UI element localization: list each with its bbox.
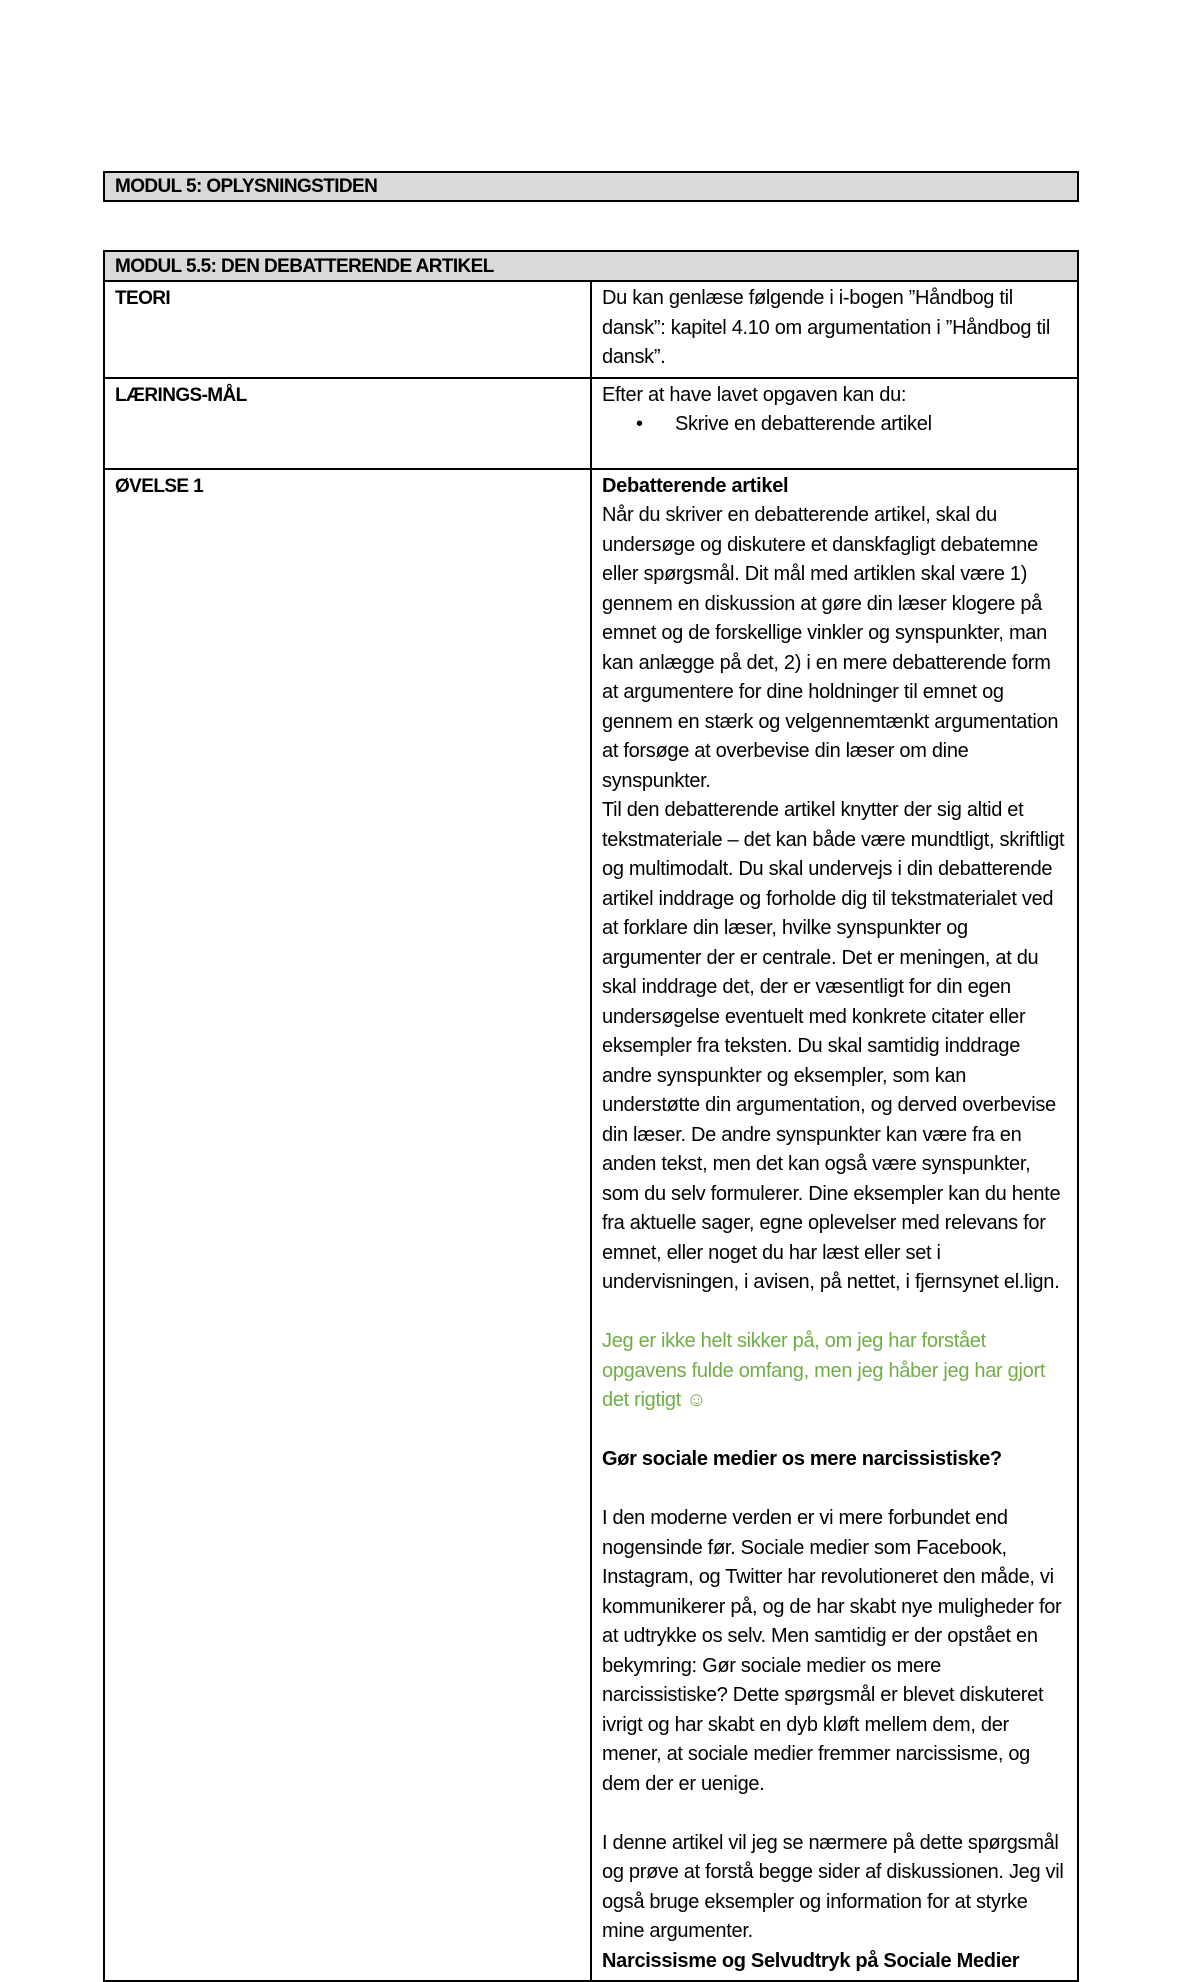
laeringsmaal-label: LÆRINGS-MÅL bbox=[104, 378, 591, 469]
article-paragraph-1: I den moderne verden er vi mere forbundet end nogensinde før. Sociale medier som Facebook, Instagram, og Twitter har revolutioneret den måde, vi kommunikerer på, og de har skabt nye muligheder for at udtrykke os selv. Men samtidig er der opstået en bekymring: Gør sociale medier os mere narcissistiske? Dette spørgsmål er blevet diskuteret ivrigt og har skabt en dyb kløft mellem dem, der mener, at sociale medier fremmer narcissisme, og dem der er uenige. bbox=[602, 1507, 1062, 1795]
ovelse-paragraph-2: Til den debatterende artikel knytter der sig altid et tekstmateriale – det kan både være mundtligt, skriftligt og multimodalt. Du skal undervejs i din debatterende artikel inddrage og forholde dig til tekstmaterialet ved at forklare din læser, hvilke synspunkter og argumenter der er centrale. Det er meningen, at du skal inddrage det, der er væsentligt for din egen undersøgelse eventuelt med konkrete citater eller eksempler fra teksten. Du skal samtidig inddrage andre synspunkter og eksempler, som kan understøtte din argumentation, og derved overbevise din læser. De andre synspunkter kan være fra en anden tekst, men det kan også være synspunkter, som du selv formulerer. Dine eksempler kan du hente fra aktuelle sager, egne oplevelser med relevans for emnet, eller noget du har læst eller set i undervisningen, i avisen, på nettet, i fjernsynet el.lign. bbox=[602, 799, 1065, 1293]
table-header-row bbox=[104, 251, 1078, 281]
laeringsmaal-bullet-item bbox=[602, 410, 1067, 440]
laeringsmaal-intro: Efter at have lavet opgaven kan du: bbox=[602, 383, 907, 406]
spacer bbox=[602, 1799, 1067, 1829]
table-row-ovelse bbox=[104, 469, 1078, 1982]
teori-label: TEORI bbox=[104, 281, 591, 378]
article-paragraph-2: I denne artikel vil jeg se nærmere på dette spørgsmål og prøve at forstå begge sider af diskussionen. Jeg vil også bruge eksempler og information for at styrke mine argumenter. bbox=[602, 1831, 1064, 1942]
module-title: MODUL 5: OPLYSNINGSTIDEN bbox=[103, 171, 1079, 202]
table-row-teori bbox=[104, 281, 1078, 378]
ovelse-heading: Debatterende artikel bbox=[602, 474, 789, 497]
spacer bbox=[602, 1416, 1067, 1446]
ovelse-paragraph-1: Når du skriver en debatterende artikel, skal du undersøge og diskutere et danskfagligt debatemne eller spørgsmål. Dit mål med artiklen skal være 1) gennem en diskussion at gøre din læser klogere på emnet og de forskellige vinkler og synspunkter, man kan anlægge på det, 2) i en mere debatterende form at argumentere for dine holdninger til emnet og gennem en stærk og velgennemtænkt argumentation at forsøge at overbevise din læser om dine synspunkter. bbox=[602, 504, 1059, 792]
article-title: Gør sociale medier os mere narcissistiske? bbox=[602, 1448, 1002, 1470]
bullet-icon: • bbox=[636, 413, 643, 435]
table-row-laeringsmaal bbox=[104, 378, 1078, 469]
ovelse-label: ØVELSE 1 bbox=[104, 469, 591, 1982]
section-heading: Narcissisme og Selvudtryk på Sociale Medier bbox=[602, 1949, 1020, 1972]
spacer bbox=[602, 1475, 1067, 1505]
ovelse-cell bbox=[591, 469, 1078, 1982]
laeringsmaal-cell bbox=[591, 378, 1078, 469]
laeringsmaal-bullet-list bbox=[602, 410, 1067, 440]
teori-text: Du kan genlæse følgende i i-bogen ”Håndbog til dansk”: kapitel 4.10 om argumentation i ”Håndbog til dansk”. bbox=[591, 281, 1078, 378]
student-note: Jeg er ikke helt sikker på, om jeg har forstået opgavens fulde omfang, men jeg håber jeg har gjort det rigtigt ☺ bbox=[602, 1330, 1046, 1411]
module-table bbox=[103, 250, 1079, 1982]
laeringsmaal-bullet-text: Skrive en debatterende artikel bbox=[675, 413, 932, 435]
table-header: MODUL 5.5: DEN DEBATTERENDE ARTIKEL bbox=[104, 251, 1078, 281]
spacer bbox=[602, 1298, 1067, 1328]
